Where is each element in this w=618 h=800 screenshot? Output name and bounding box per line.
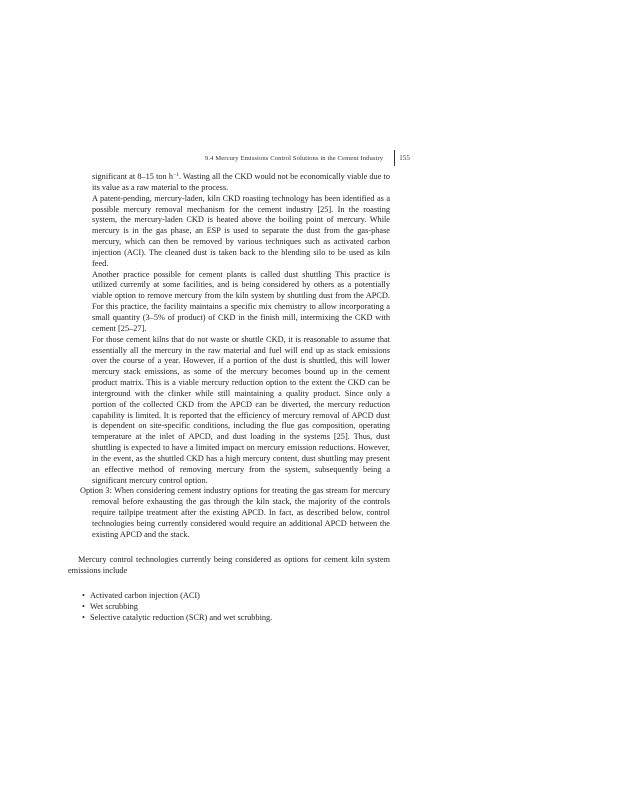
header-section-title: 9.4 Mercury Emissions Control Solutions in the Cement Industry: [205, 154, 384, 162]
paragraph: [92, 170, 390, 194]
bullet-list: [68, 590, 390, 623]
page-number: 155: [399, 154, 410, 162]
paragraph: A patent-pending, mercury-laden, kiln CKD roasting technology has been identified as a possible mercury removal mechanism for the cement industry [25]. In the roasting system, the mercury-laden CKD is heated above the boiling point of mercury. While mercury is in the gas phase, an ESP is used to separate the dust from the gas-phase mercury, which can then be removed by various techniques such as activated carbon injection (ACI). The cleaned dust is taken back to the blending silo to be used as kiln feed.: [92, 193, 390, 268]
list-item-text: Activated carbon injection (ACI): [90, 591, 200, 601]
paragraph: Mercury control technologies currently being considered as options for cement kiln system emissions include: [68, 554, 390, 575]
list-item-text: Selective catalytic reduction (SCR) and wet scrubbing.: [90, 613, 273, 623]
text-run: significant at 8–15 ton h: [92, 172, 173, 181]
list-item: [82, 612, 390, 623]
body-text: [68, 170, 390, 623]
option3-paragraph: Option 3: When considering cement industry options for treating the gas stream for mercury removal before exhausting the gas through the kiln stack, the majority of the controls require tailpipe treatment after the existing APCD. In fact, as described below, control technologies being currently considered would require an additional APCD between the existing APCD and the stack.: [80, 486, 390, 539]
bullet-icon: •: [82, 602, 85, 612]
option2-continuation: [68, 170, 390, 486]
running-header: [140, 150, 410, 166]
bullet-icon: •: [82, 613, 85, 623]
header-divider: [394, 150, 395, 166]
bullet-icon: •: [82, 591, 85, 601]
paragraph: For those cement kilns that do not waste or shuttle CKD, it is reasonable to assume that essentially all the mercury in the raw material and fuel will end up as stack emissions over the course of a year. However, if a portion of the dust is shuttled, this will lower mercury stack emissions, as some of the mercury becomes bound up in the cement product matrix. This is a viable mercury reduction option to the extent the CKD can be interground with the clinker while still maintaining a quality product. Since only a portion of the collected CKD from the APCD can be diverted, the mercury reduction capability is limited. It is reported that the efficiency of mercury removal of APCD dust is dependent on site-specific conditions, including the flue gas composition, operating temperature at the inlet of APCD, and dust loading in the systems [25]. Thus, dust shuttling is expected to have a limited impact on mercury emission reductions. However, in the event, as the shuttled CKD has a high mercury content, dust shuttling may present an effective method of removing mercury from the system, subsequently being a significant mercury control option.: [92, 334, 390, 485]
list-item-text: Wet scrubbing: [90, 602, 138, 612]
text-run: . Wasting all the CKD would not be economically viable due to its value as a raw material to the process.: [92, 172, 390, 192]
list-item: [82, 590, 390, 601]
list-item: [82, 601, 390, 612]
paragraph: Another practice possible for cement plants is called dust shuttling This practice is utilized currently at some facilities, and is being considered by others as a potentially viable option to remove mercury from the kiln system by shuttling dust from the APCD. For this practice, the facility maintains a specific mix chemistry to allow incorporating a small quantity (3–5% of product) of CKD in the finish mill, intermixing the CKD with cement [25–27].: [92, 269, 390, 333]
unit-exponent: −1: [172, 172, 179, 178]
